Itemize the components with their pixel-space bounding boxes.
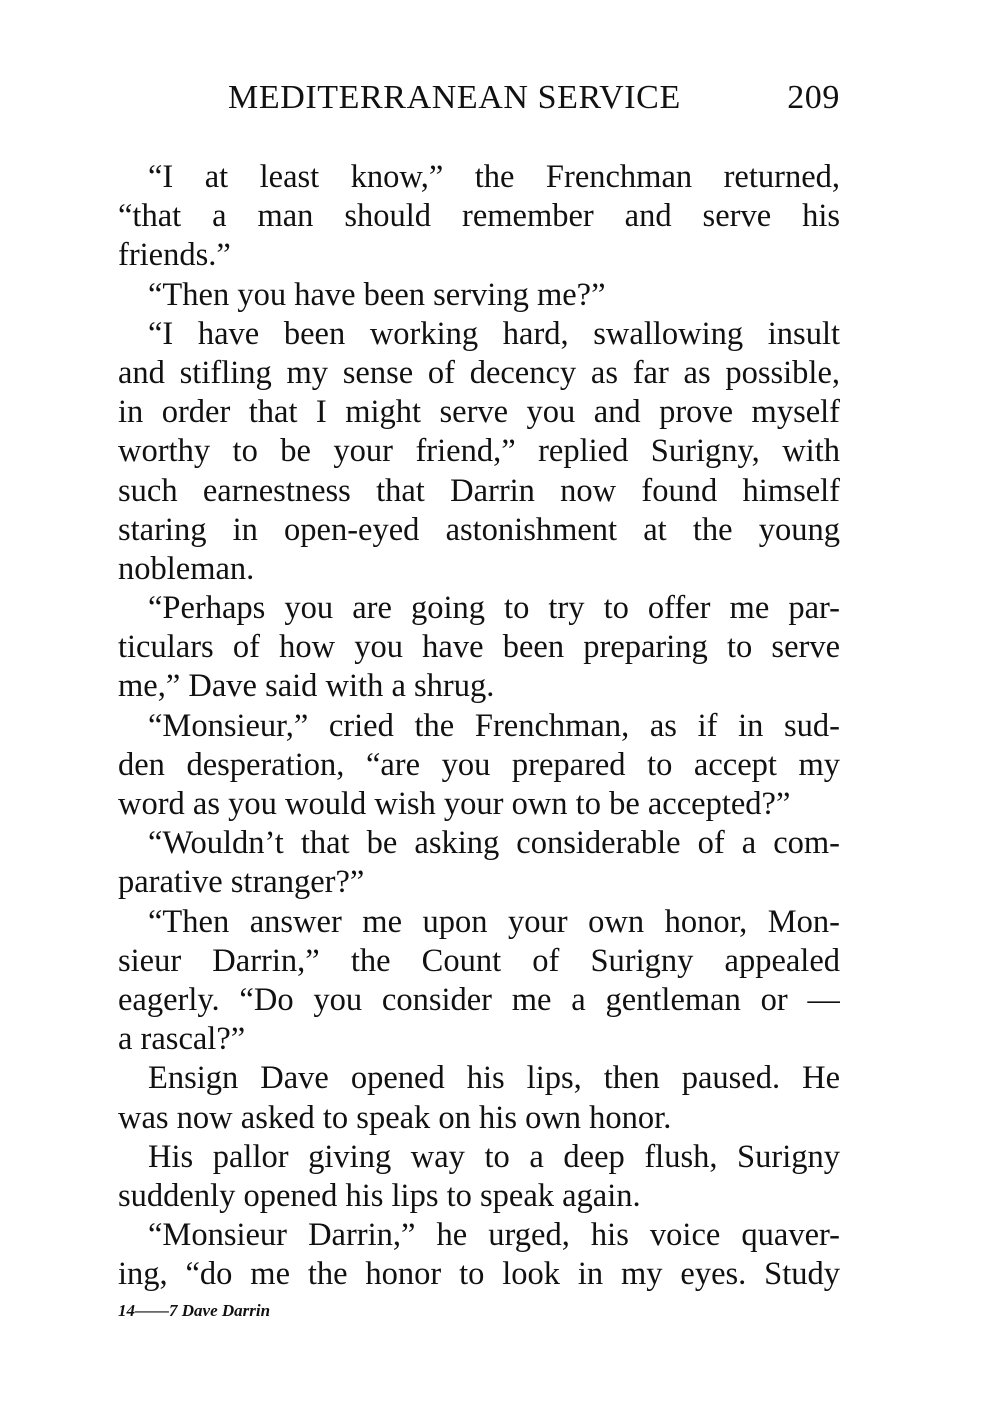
text-line: den desperation, “are you prepared to accept my xyxy=(118,746,840,783)
text-line: friends.” xyxy=(118,237,231,274)
text-line: “I have been working hard, swallowing insult xyxy=(148,315,840,352)
text-line: His pallor giving way to a deep flush, Surigny xyxy=(148,1138,840,1175)
printer-signature-mark: 14——7 Dave Darrin xyxy=(118,1301,271,1320)
text-line: “I at least know,” the Frenchman returned, xyxy=(148,159,840,195)
text-line: me,” Dave said with a shrug. xyxy=(118,668,495,705)
text-line: and stifling my sense of decency as far as possible, xyxy=(118,354,840,391)
text-line: “Wouldn’t that be asking considerable of a com- xyxy=(148,825,840,862)
text-line: “that a man should remember and serve his xyxy=(118,198,840,235)
text-line: in order that I might serve you and prove myself xyxy=(118,394,840,431)
text-line: ticulars of how you have been preparing to serve xyxy=(118,629,840,666)
text-line: parative stranger?” xyxy=(118,864,365,901)
text-line: nobleman. xyxy=(118,550,255,587)
text-line: eagerly. “Do you consider me a gentleman or — xyxy=(118,981,840,1018)
text-line: “Monsieur Darrin,” he urged, his voice quaver- xyxy=(148,1217,840,1254)
text-line: suddenly opened his lips to speak again. xyxy=(118,1177,641,1214)
text-line: sieur Darrin,” the Count of Surigny appealed xyxy=(118,942,840,979)
body-text xyxy=(118,158,840,1294)
text-line: such earnestness that Darrin now found himself xyxy=(118,472,840,509)
text-line: was now asked to speak on his own honor. xyxy=(118,1099,672,1136)
text-line: staring in open-eyed astonishment at the young xyxy=(118,511,840,548)
text-line: worthy to be your friend,” replied Surigny, with xyxy=(118,433,840,470)
text-line: “Perhaps you are going to try to offer me par- xyxy=(148,590,840,627)
text-line: “Monsieur,” cried the Frenchman, as if in sud- xyxy=(148,707,840,744)
text-line: a rascal?” xyxy=(118,1021,246,1058)
running-header xyxy=(228,76,840,120)
text-line: ing, “do me the honor to look in my eyes. Study xyxy=(118,1256,840,1293)
text-line: word as you would wish your own to be accepted?” xyxy=(118,786,791,822)
running-title: MEDITERRANEAN SERVICE xyxy=(228,79,681,116)
text-line: “Then you have been serving me?” xyxy=(148,276,606,313)
text-line: Ensign Dave opened his lips, then paused. He xyxy=(148,1060,840,1097)
page-number: 209 xyxy=(787,79,840,116)
text-line: “Then answer me upon your own honor, Mon- xyxy=(148,903,840,940)
